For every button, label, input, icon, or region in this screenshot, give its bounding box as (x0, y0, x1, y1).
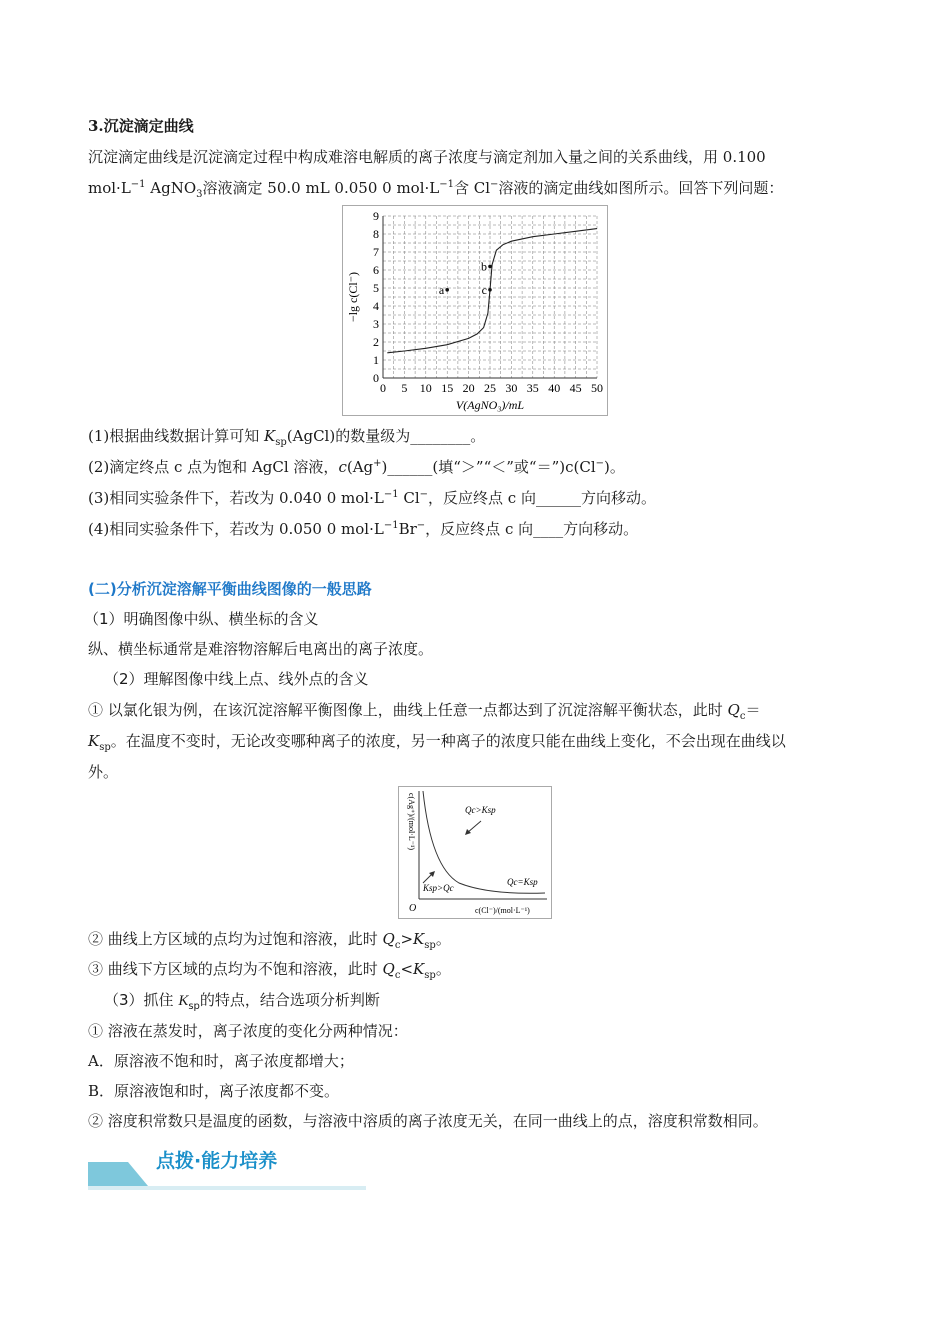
y-tick-label: 7 (373, 245, 379, 259)
subheading-2: （2）理解图像中线上点、线外点的含义 (104, 670, 369, 688)
symbol-k: K (88, 732, 100, 750)
text-span: (AgCl)的数量级为________。 (286, 427, 486, 445)
paragraph-line (88, 177, 868, 199)
paragraph: 纵、横坐标通常是难溶物溶解后电离出的离子浓度。 (88, 640, 434, 658)
paragraph-line: A．原溶液不饱和时，离子浓度都增大； (88, 1052, 354, 1070)
y-tick-label: 6 (373, 263, 379, 277)
superscript: −1 (383, 520, 399, 531)
y-tick-label: 4 (373, 299, 379, 313)
paragraph-line: ② 曲线上方区域的点均为过饱和溶液，此时 $Q_c>K_{sp}$。 (88, 930, 451, 951)
y-tick-label: 2 (373, 335, 379, 349)
banner-underline (88, 1186, 366, 1190)
section-title: 3.沉淀滴定曲线 (88, 117, 194, 135)
text-span: mol·L (88, 179, 131, 197)
x-tick-label: 10 (419, 381, 432, 395)
paragraph-line: ③ 曲线下方区域的点均为不饱和溶液，此时 $Q_c<K_{sp}$。 (88, 960, 451, 981)
symbol-k: K (413, 960, 425, 978)
subheading-3 (104, 989, 884, 1012)
x-axis-label: V(AgNO₃)/mL (455, 398, 525, 412)
symbol-q: Q (727, 701, 740, 719)
symbol-q: Q (382, 960, 395, 978)
point-b (488, 265, 492, 269)
symbol-q: Q (382, 930, 395, 948)
x-tick-label: 25 (484, 381, 496, 395)
banner-shape (88, 1162, 148, 1186)
paragraph-line: 外。 (88, 763, 119, 781)
paragraph-line: ② 溶度积常数只是温度的函数，与溶液中溶质的离子浓度无关，在同一曲线上的点，溶度积常数相同。 (88, 1112, 768, 1130)
subscript: sp (424, 940, 436, 951)
text-span: (3)相同实验条件下，若改为 0.040 0 mol·L (88, 489, 384, 507)
superscript: − (490, 179, 499, 190)
paragraph-line (88, 699, 868, 721)
point-label-c: c (481, 282, 487, 297)
x-tick-label: 50 (591, 381, 603, 395)
x-tick-label: 30 (505, 381, 518, 395)
titration-chart (343, 206, 607, 415)
label-lower: Ksp>Qc (423, 883, 454, 893)
label-on-curve: Qc=Ksp (507, 877, 538, 887)
text-span: Br (398, 520, 417, 538)
y-tick-label: 5 (373, 281, 379, 295)
point-label-b: b (481, 259, 487, 274)
text-span: ＝ (745, 701, 761, 719)
subscript: c (394, 940, 401, 951)
text-span: (Ag (346, 458, 374, 476)
text-span: (4)相同实验条件下，若改为 0.050 0 mol·L (88, 520, 384, 538)
subheading-1: （1）明确图像中纵、横坐标的含义 (84, 610, 319, 628)
subscript: sp (188, 1001, 200, 1012)
superscript: −1 (130, 179, 146, 190)
superscript: − (416, 520, 426, 531)
text-span: 的特点，结合选项分析判断 (199, 991, 380, 1009)
text-span: 。 (435, 960, 451, 978)
text-span: )。 (604, 458, 625, 476)
symbol-c: c (338, 458, 347, 476)
x-tick-label: 15 (441, 381, 454, 395)
text-span: ，反应终点 c 向____方向移动。 (425, 520, 639, 538)
symbol-k: K (413, 930, 425, 948)
subscript: c (394, 970, 401, 981)
text-span: ，反应终点 c 向______方向移动。 (428, 489, 656, 507)
text-span: ① 以氯化银为例，在该沉淀溶解平衡图像上，曲线上任意一点都达到了沉淀溶解平衡状态，此时 (88, 701, 728, 719)
y-tick-label: 9 (373, 209, 379, 223)
x-axis-label: c(Cl⁻)/(mol·L⁻¹) (475, 906, 530, 915)
superscript: −1 (383, 489, 399, 500)
y-tick-label: 8 (373, 227, 379, 241)
label-upper: Qc>Ksp (465, 805, 496, 815)
solubility-figure-frame (398, 786, 552, 919)
question-4 (88, 518, 868, 540)
text-span: 含 Cl (453, 179, 491, 197)
superscript: − (419, 489, 429, 500)
banner-title: 点拨·能力培养 (156, 1150, 278, 1172)
origin-label: O (409, 903, 417, 914)
text-span: 。 (435, 930, 451, 948)
question-2 (88, 456, 868, 478)
point-label-a: a (438, 282, 445, 297)
text-span: 溶液滴定 50.0 mL 0.050 0 mol·L (202, 179, 440, 197)
subscript: sp (424, 970, 436, 981)
y-tick-label: 1 (373, 353, 379, 367)
paragraph-line: B．原溶液饱和时，离子浓度都不变。 (88, 1082, 340, 1100)
y-tick-label: 3 (373, 317, 379, 331)
y-tick-label: 0 (373, 371, 379, 385)
y-axis-label: −lg c(Cl⁻) (346, 271, 360, 323)
paragraph-line (88, 730, 868, 752)
text-span: 。在温度不变时，无论改变哪种离子的浓度，另一种离子的浓度只能在曲线上变化，不会出现在曲线以 (110, 732, 786, 750)
superscript: + (373, 458, 382, 469)
point-a (445, 288, 449, 292)
x-tick-label: 5 (401, 381, 408, 395)
text-span: （3）抓住 (104, 991, 179, 1009)
titration-curve (387, 229, 597, 353)
subscript: c (739, 711, 746, 722)
x-tick-label: 35 (526, 381, 539, 395)
text-span: AgNO (145, 179, 197, 197)
text-span: Cl (398, 489, 420, 507)
paragraph-line: 沉淀滴定曲线是沉淀滴定过程中构成难溶电解质的离子浓度与滴定剂加入量之间的关系曲线，用 0.100 (88, 148, 766, 166)
point-c (488, 288, 492, 292)
solubility-figure (399, 787, 551, 918)
text-span: (2)滴定终点 c 点为饱和 AgCl 溶液， (88, 458, 339, 476)
symbol-k: K (178, 993, 189, 1009)
text-span: ③ 曲线下方区域的点均为不饱和溶液，此时 (88, 960, 383, 978)
x-tick-label: 40 (548, 381, 561, 395)
titration-chart-frame (342, 205, 608, 416)
subscript: 3 (196, 189, 203, 200)
x-tick-label: 0 (380, 381, 386, 395)
x-tick-label: 20 (462, 381, 475, 395)
paragraph-line: ① 溶液在蒸发时，离子浓度的变化分两种情况： (88, 1022, 408, 1040)
text-span: 溶液的滴定曲线如图所示。回答下列问题： (498, 179, 784, 197)
text-span: )______(填“＞”“＜”或“＝”)c(Cl (381, 458, 596, 476)
superscript: −1 (439, 179, 454, 190)
y-axis-label: c(Ag⁺)/(mol·L⁻¹) (407, 793, 416, 851)
question-1 (88, 425, 868, 447)
section-heading: (二)分析沉淀溶解平衡曲线图像的一般思路 (88, 580, 372, 598)
text-span: (1)根据曲线数据计算可知 (88, 427, 265, 445)
x-tick-label: 45 (569, 381, 582, 395)
superscript: − (595, 458, 605, 469)
subscript: sp (99, 742, 111, 753)
question-3 (88, 487, 868, 509)
subscript: sp (275, 437, 287, 448)
symbol-k: K (264, 427, 276, 445)
text-span: ② 曲线上方区域的点均为过饱和溶液，此时 (88, 930, 383, 948)
